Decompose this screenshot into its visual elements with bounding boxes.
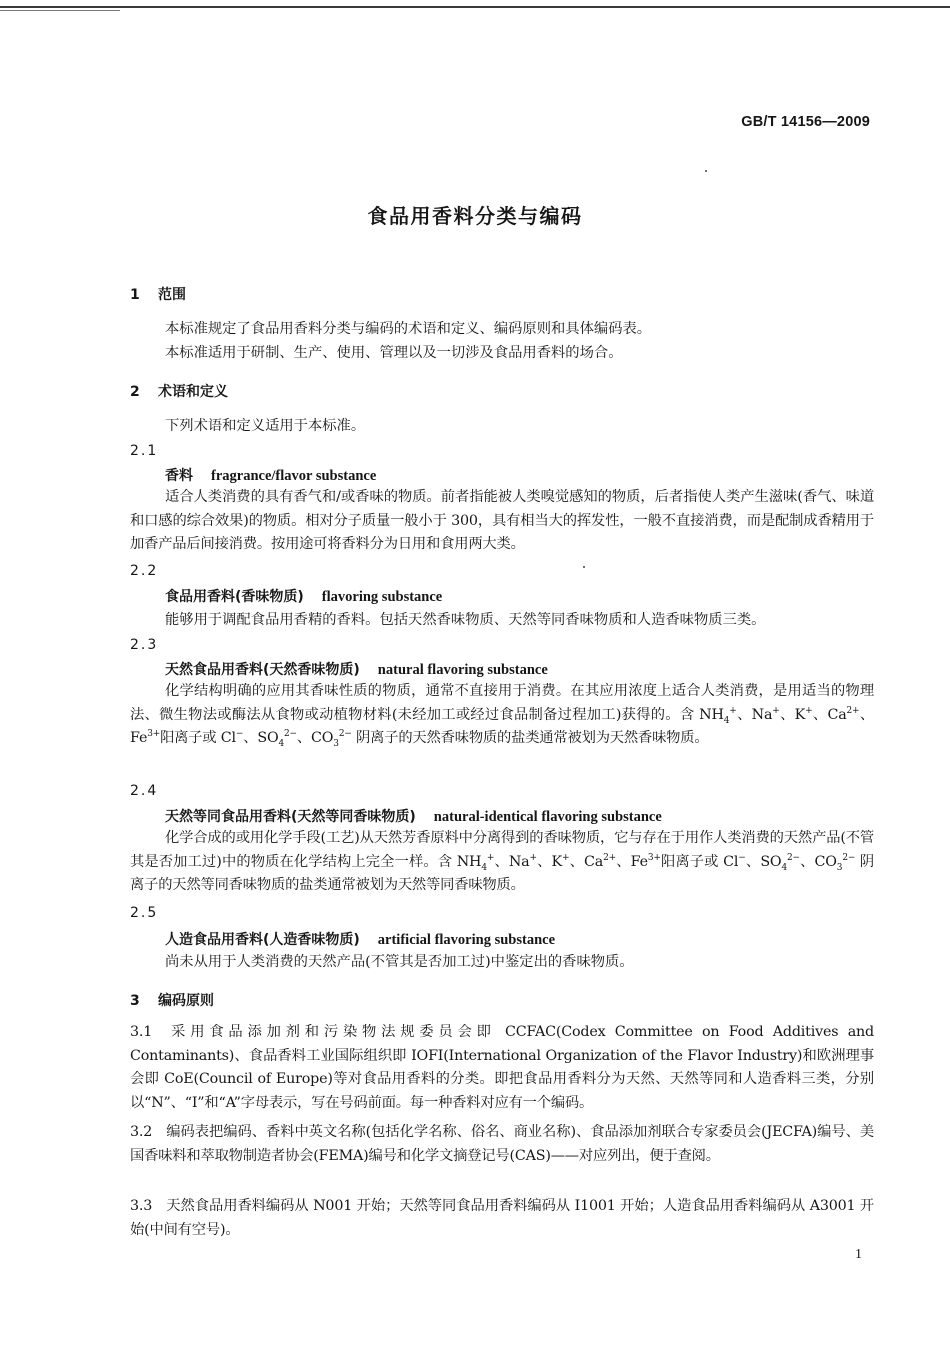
ion-subscript: 4 [723,715,730,726]
clause-3-2 [130,1121,874,1168]
ion-subscript: 4 [278,738,285,749]
clause-3-1 [130,1021,874,1115]
clause-text: 采用食品添加剂和污染物法规委员会即 CCFAC(Codex Committee on Food Additives and Contaminants)、食品香料工业国际组织即 IOFI(International Organization of the Flavor Industry)和欧洲理事会即 CoE(Council of Europe)等对食品用香料的分类。即把食品用香料分为天然、天然等同和人造香料三类，分别以“N”、“I”和“A”字母表示，写在号码前面。每一种香料对应有一个编码。 [130,1024,874,1111]
scope-paragraph-2: 本标准适用于研制、生产、使用、管理以及一切涉及食品用香料的场合。 [165,345,623,361]
clause-number-2-4: 2.4 [130,783,159,799]
ion: CO [814,853,837,870]
ion-charge: 2− [284,729,297,740]
section-number: 2 [130,384,140,400]
section-3-heading [130,990,214,1010]
ion-charge: − [235,729,244,740]
ion: K [794,706,806,723]
ion: Na [508,853,530,870]
term-en: artificial flavoring substance [377,932,556,948]
definition-text: 化学合成的或用化学手段(工艺)从天然芳香原料中分离得到的香味物质，它与存在于用作人类消费的天然产品(不管其是否加工过)中的物质在化学结构上完全一样。含 NH [130,830,874,870]
definition-2-4 [130,827,874,898]
ion-subscript: 3 [836,862,843,873]
definition-2-1: 适合人类消费的具有香气和/或香味的物质。前者指能被人类嗅觉感知的物质，后者指使人类产生滋味(香气、味道和口感的综合效果)的物质。相对分子质量一般小于 300，具有相当大的挥发性，一般不直接消费，而是配制成香精用于加香产品后间接消费。按用途可将香料分为日用和食用两大类。 [130,489,874,552]
term-en: fragrance/flavor substance [211,468,377,484]
separator: 、 [859,706,874,723]
ion: SO [257,730,279,746]
ion-charge: − [738,852,746,863]
clause-number: 3.1 [130,1024,153,1040]
ion-charge: + [562,852,570,863]
term-2-5 [165,929,555,949]
definition-text: 化学结构明确的应用其香味性质的物质，通常不直接用于消费。在其应用浓度上适合人类消费，是用适当的物理法、微生物法或酶法从食物或动植物材料(未经加工或经过食品制备过程加工)获得的。 [130,683,874,723]
separator: 、 [745,853,761,870]
separator: 、 [812,706,828,723]
separator: 、 [494,853,509,870]
ion: CO [311,730,334,746]
section-number: 1 [130,287,140,303]
term-2-4 [165,806,662,826]
clause-number-2-5: 2.5 [130,905,159,921]
ion-charge: 2+ [846,705,860,716]
ion-charge: 3+ [647,852,661,863]
ion: Fe [630,853,648,870]
definition-text: 阳离子或 Cl [160,730,236,746]
standard-number: GB/T 14156—2009 [741,114,870,130]
scan-speck [583,566,585,568]
ion-charge: + [729,705,737,716]
section-title: 范围 [158,287,186,303]
definition-text: 含 NH [679,706,724,723]
term-en: flavoring substance [321,589,443,605]
ion-subscript: 4 [781,862,787,873]
ion-charge: 2− [786,852,800,863]
ion: K [551,853,562,870]
definition-text: 阴离子的天然香味物质的盐类通常被划为天然香味物质。 [356,730,709,746]
section-number: 3 [130,993,140,1009]
separator: 、 [569,853,585,870]
definition-text: 阴离子的天然等同香味物质的盐类通常被划为天然等同香味物质。 [130,853,874,893]
clause-number-2-1: 2.1 [130,443,159,459]
ion-charge: 2+ [603,852,616,863]
term-zh: 天然食品用香料(天然香味物质) [165,662,360,678]
terms-intro: 下列术语和定义适用于本标准。 [165,418,366,434]
term-2-1 [165,465,376,485]
ion-charge: 3+ [147,729,161,740]
ion-charge: 2− [338,729,352,740]
scan-speck [705,170,707,172]
separator: 、 [779,706,795,723]
ion: Ca [827,706,847,723]
section-title: 术语和定义 [158,384,228,400]
ion: Na [751,706,773,723]
ion-charge: + [772,705,780,716]
clause-number: 3.3 [130,1198,153,1214]
section-1-heading [130,284,186,304]
top-rule [0,6,950,8]
term-zh: 香料 [165,468,193,484]
clause-text: 天然食品用香料编码从 N001 开始；天然等同食品用香料编码从 I1001 开始；人造食品用香料编码从 A3001 开始(中间有空号)。 [130,1198,874,1238]
section-2-heading [130,381,228,401]
ion: SO [760,853,782,870]
term-en: natural-identical flavoring substance [433,809,662,825]
document-title: 食品用香料分类与编码 [367,204,583,228]
definition-text: 阳离子或 Cl [660,853,739,870]
definition-2-3 [130,680,874,751]
page-number: 1 [855,1247,862,1262]
definition-2-2: 能够用于调配食品用香精的香料。包括天然香味物质、天然等同香味物质和人造香味物质三类。 [165,612,766,628]
term-zh: 人造食品用香料(人造香味物质) [165,932,360,948]
separator: 、 [615,853,631,870]
separator: 、 [243,730,258,746]
ion-charge: 2− [842,852,856,863]
separator: 、 [296,730,312,746]
clause-3-3 [130,1195,874,1242]
clause-number-2-3: 2.3 [130,637,159,653]
top-rule-short [0,10,120,11]
term-zh: 天然等同食品用香料(天然等同香味物质) [165,809,416,825]
ion: Ca [584,853,604,870]
term-en: natural flavoring substance [377,662,548,678]
definition-2-5: 尚未从用于人类消费的天然产品(不管其是否加工过)中鉴定出的香味物质。 [165,954,634,970]
separator: 、 [736,706,752,723]
clause-number-2-2: 2.2 [130,563,159,579]
scope-paragraph-1: 本标准规定了食品用香料分类与编码的术语和定义、编码原则和具体编码表。 [165,321,652,337]
ion: Fe [130,730,148,746]
term-zh: 食品用香料(香味物质) [165,589,304,605]
ion-charge: + [805,705,813,716]
separator: 、 [799,853,815,870]
ion-charge: + [486,852,495,863]
ion-charge: + [529,852,537,863]
term-2-3 [165,659,548,679]
clause-text: 编码表把编码、香料中英文名称(包括化学名称、俗名、商业名称)、食品添加剂联合专家委员会(JECFA)编号、美国香味料和萃取物制造者协会(FEMA)编号和化学文摘登记号(CAS)——对应列出，便于查阅。 [130,1124,874,1164]
ion-subscript: 4 [481,862,487,873]
ion-subscript: 3 [333,738,339,749]
separator: 、 [536,853,552,870]
section-title: 编码原则 [158,993,214,1009]
clause-number: 3.2 [130,1124,153,1140]
term-2-2 [165,586,442,606]
